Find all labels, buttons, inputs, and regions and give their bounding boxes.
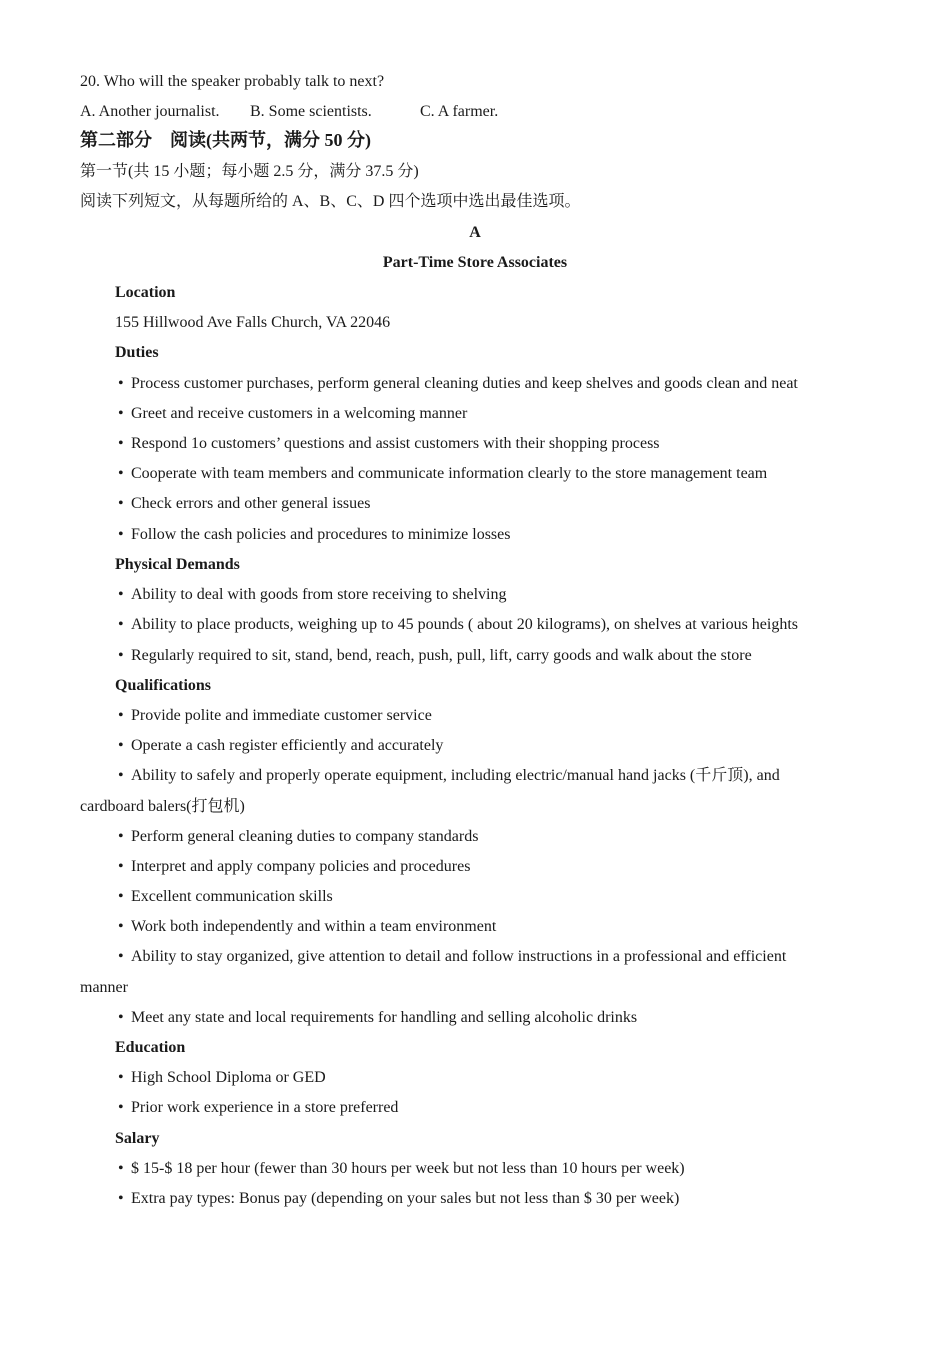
physical-item: • Ability to place products, weighing up to 45 pounds ( about 20 kilograms), on shelves at various heights <box>118 615 910 635</box>
qualifications-heading: Qualifications <box>115 677 212 694</box>
salary-item: • Extra pay types: Bonus pay (depending on your sales but not less than $ 30 per week) <box>118 1189 910 1209</box>
option-c: C. A farmer. <box>420 103 499 120</box>
qualification-item: • Excellent communication skills <box>118 887 910 907</box>
qualification-item: • Meet any state and local requirements for handling and selling alcoholic drinks <box>118 1008 910 1028</box>
location-address: 155 Hillwood Ave Falls Church, VA 22046 <box>115 314 391 331</box>
duty-item: • Respond 1o customers’ questions and assist customers with their shopping process <box>118 434 910 454</box>
qualification-item-continued: manner <box>80 979 128 996</box>
physical-item: • Regularly required to sit, stand, bend, reach, push, pull, lift, carry goods and walk about the store <box>118 646 910 666</box>
education-item: • Prior work experience in a store preferred <box>118 1098 910 1118</box>
qualification-item: • Interpret and apply company policies and procedures <box>118 857 910 877</box>
qualification-item: • Ability to stay organized, give attention to detail and follow instructions in a professional and efficient <box>118 947 910 967</box>
physical-item: • Ability to deal with goods from store receiving to shelving <box>118 585 910 605</box>
salary-heading: Salary <box>115 1130 160 1147</box>
passage-title: Part-Time Store Associates <box>382 254 568 271</box>
duty-item: • Check errors and other general issues <box>118 494 910 514</box>
passage-letter: A <box>469 224 481 241</box>
salary-item: • $ 15-$ 18 per hour (fewer than 30 hours per week but not less than 10 hours per week) <box>118 1159 910 1179</box>
location-heading: Location <box>115 284 176 301</box>
section-title: 第一节(共 15 小题；每小题 2.5 分，满分 37.5 分) <box>80 163 419 180</box>
duty-item: • Greet and receive customers in a welcoming manner <box>118 404 910 424</box>
question-20-options <box>80 102 910 122</box>
instruction: 阅读下列短文，从每题所给的 A、B、C、D 四个选项中选出最佳选项。 <box>80 193 581 210</box>
qualification-item-continued: cardboard balers(打包机) <box>80 798 245 815</box>
qualification-item: • Provide polite and immediate customer service <box>118 706 910 726</box>
education-item: • High School Diploma or GED <box>118 1068 910 1088</box>
option-b: B. Some scientists. <box>250 103 372 120</box>
duty-item: • Follow the cash policies and procedures to minimize losses <box>118 525 910 545</box>
qualification-item: • Work both independently and within a team environment <box>118 917 910 937</box>
duty-item: • Cooperate with team members and communicate information clearly to the store management team <box>118 464 910 484</box>
qualification-item: • Operate a cash register efficiently and accurately <box>118 736 910 756</box>
qualification-item: • Perform general cleaning duties to company standards <box>118 827 910 847</box>
question-20: 20. Who will the speaker probably talk to next? <box>80 73 385 90</box>
qualification-item: • Ability to safely and properly operate equipment, including electric/manual hand jacks (千斤顶), and <box>118 766 910 786</box>
education-heading: Education <box>115 1039 186 1056</box>
physical-heading: Physical Demands <box>115 556 240 573</box>
option-a: A. Another journalist. <box>80 103 220 120</box>
part-title: 第二部分 阅读(共两节，满分 50 分) <box>80 130 371 150</box>
duty-item: • Process customer purchases, perform general cleaning duties and keep shelves and goods clean and neat <box>118 374 910 394</box>
duties-heading: Duties <box>115 344 159 361</box>
